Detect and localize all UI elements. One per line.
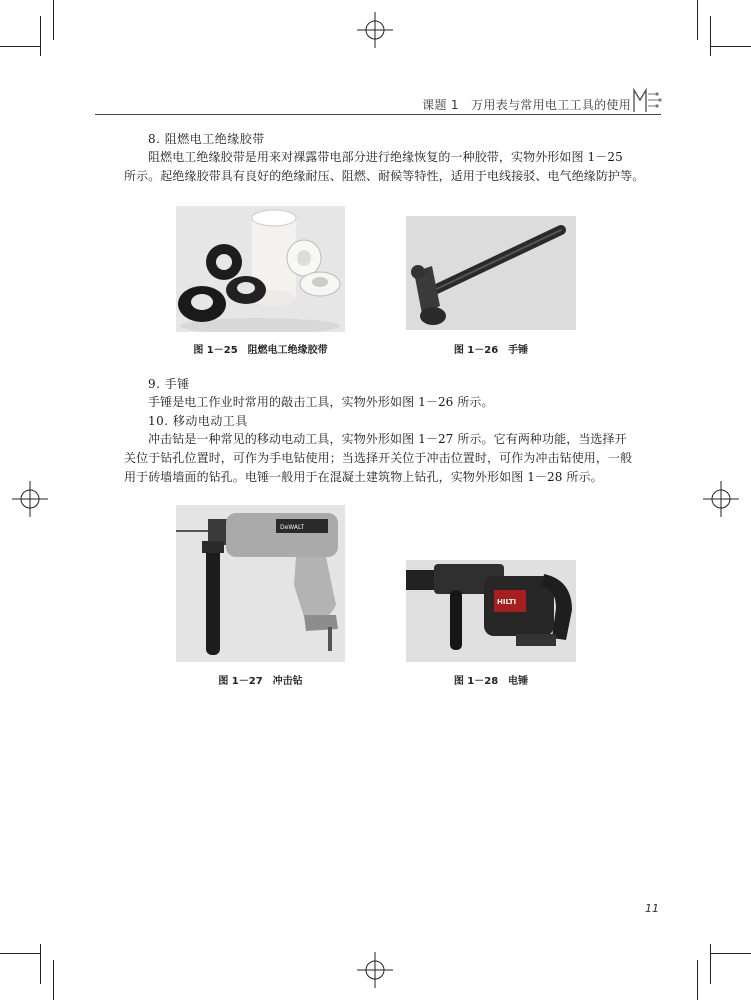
crop-mark: [710, 16, 711, 56]
figure-caption: 图 1－25 阻燃电工绝缘胶带: [193, 345, 328, 356]
figure-caption: 图 1－26 手锤: [453, 345, 529, 356]
paragraph-line: 关位于钻孔位置时，可作为手电钻使用；当选择开关位于冲击位置时，可作为冲击钻使用，一般: [124, 451, 633, 465]
figure-insulation-tape: [176, 206, 345, 332]
crop-mark: [697, 960, 698, 1000]
page-number: 11: [645, 902, 659, 915]
registration-mark-icon: [357, 12, 393, 48]
crop-mark: [711, 46, 751, 47]
paragraph-line: 阻燃电工绝缘胶带是用来对裸露带电部分进行绝缘恢复的一种胶带，实物外形如图 1－25: [148, 150, 623, 164]
registration-mark-icon: [357, 952, 393, 988]
drill-brand-label: DeWALT: [280, 524, 305, 531]
paragraph-line: 冲击钻是一种常见的移动电动工具，实物外形如图 1－27 所示。它有两种功能，当选择开: [148, 432, 627, 446]
circuit-logo-icon: [632, 86, 662, 114]
section-heading: 8. 阻燃电工绝缘胶带: [148, 132, 265, 146]
hammer-brand-label: HILTI: [497, 598, 517, 606]
crop-mark: [710, 944, 711, 984]
section-heading: 10. 移动电动工具: [148, 414, 248, 428]
crop-mark: [53, 960, 54, 1000]
registration-mark-icon: [703, 481, 739, 517]
crop-mark: [711, 953, 751, 954]
paragraph-line: 所示。起绝缘胶带具有良好的绝缘耐压、阻燃、耐候等特性，适用于电线接驳、电气绝缘防护等。: [124, 169, 645, 183]
figure-hammer: [406, 216, 576, 330]
figure-caption: 图 1－28 电锤: [453, 676, 529, 687]
paragraph-line: 用于砖墙墙面的钻孔。电锤一般用于在混凝土建筑物上钻孔，实物外形如图 1－28 所示。: [124, 470, 603, 484]
figure-caption: 图 1－27 冲击钻: [218, 676, 303, 687]
crop-mark: [0, 46, 40, 47]
figure-impact-drill: [176, 505, 345, 662]
crop-mark: [40, 16, 41, 56]
figure-rotary-hammer: [406, 560, 576, 662]
running-header: 课题 1 万用表与常用电工工具的使用: [422, 98, 631, 112]
section-heading: 9. 手锤: [148, 377, 190, 391]
paragraph-line: 手锤是电工作业时常用的敲击工具，实物外形如图 1－26 所示。: [148, 395, 494, 409]
registration-mark-icon: [12, 481, 48, 517]
header-rule: [95, 114, 661, 115]
crop-mark: [697, 0, 698, 40]
crop-mark: [40, 944, 41, 984]
crop-mark: [0, 953, 40, 954]
crop-mark: [53, 0, 54, 40]
